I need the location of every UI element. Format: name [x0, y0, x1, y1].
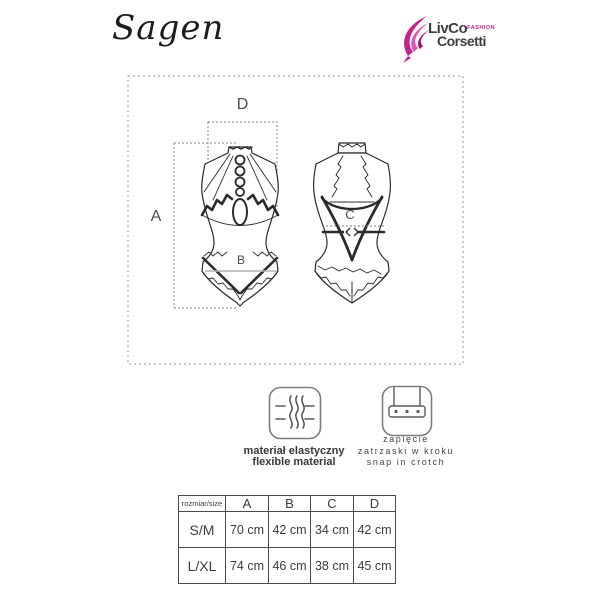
header-a: A — [226, 496, 269, 512]
product-title: Sagen — [112, 8, 225, 48]
caption-en: snap in crotch — [366, 457, 446, 467]
measure-label-d: D — [236, 96, 249, 113]
hook-marks — [344, 227, 358, 237]
value-b: 46 cm — [269, 548, 311, 584]
diagram-frame — [128, 76, 463, 364]
bodysuit-front-view — [202, 147, 279, 306]
size-table — [178, 495, 396, 584]
snap-crotch-caption — [336, 434, 476, 469]
header-rozmiar-size: rozmiar/size — [179, 496, 226, 512]
bodysuit-back-view — [314, 143, 391, 303]
header-c: C — [311, 496, 354, 512]
size-name: L/XL — [179, 548, 226, 584]
caption-en: flexible material — [252, 456, 336, 468]
size-row-lxl — [179, 548, 396, 584]
header-b: B — [269, 496, 311, 512]
caption-pl: materiał elastyczny — [243, 445, 345, 457]
size-name: S/M — [179, 512, 226, 548]
caption-pl-2: zatrzaski w kroku — [357, 445, 455, 456]
value-d: 45 cm — [354, 548, 396, 584]
value-d: 42 cm — [354, 512, 396, 548]
size-row-sm — [179, 512, 396, 548]
measure-label-c: C — [345, 207, 355, 222]
brand-name: LivCo — [428, 20, 468, 37]
elastic-material-icon — [268, 386, 322, 440]
snap-crotch-icon — [381, 385, 433, 437]
value-c: 38 cm — [311, 548, 354, 584]
measure-label-a: A — [150, 208, 162, 225]
value-a: 74 cm — [226, 548, 269, 584]
measure-label-b: B — [236, 253, 245, 267]
size-table-header-row — [179, 496, 396, 512]
header-d: D — [354, 496, 396, 512]
brand-name-2: Corsetti — [437, 33, 486, 49]
value-b: 42 cm — [269, 512, 311, 548]
brand-fashion-label: FASHION — [467, 25, 496, 31]
value-a: 70 cm — [226, 512, 269, 548]
caption-pl-1: zapięcie — [383, 434, 429, 444]
value-c: 34 cm — [311, 512, 354, 548]
